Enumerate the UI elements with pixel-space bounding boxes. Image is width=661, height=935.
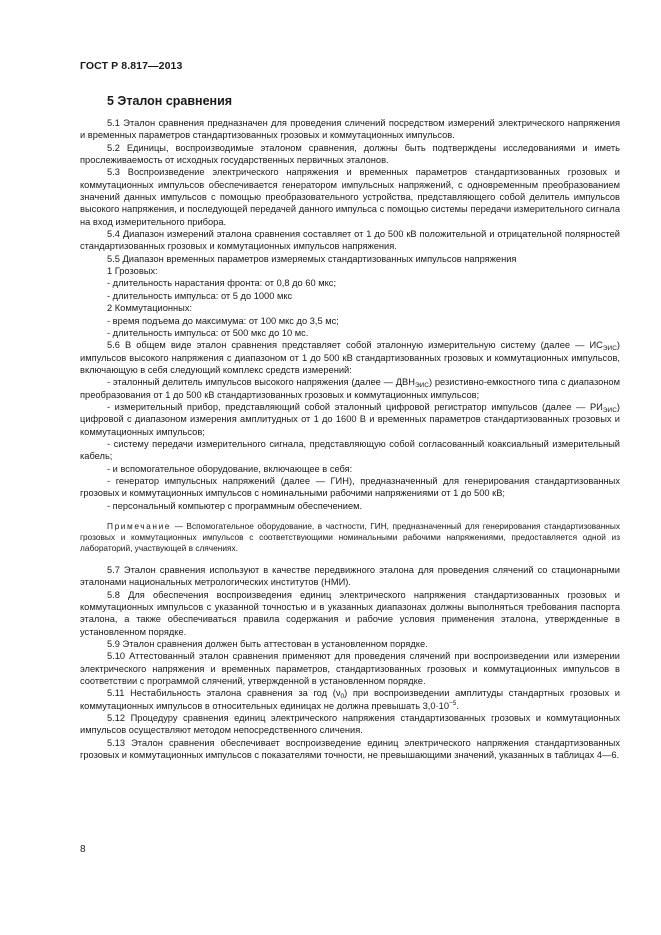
list-item: - систему передачи измерительного сигнала, представляющую собой согласованный коаксиальный измерительный кабель;: [80, 438, 620, 462]
text-span: ) при воспроизведении амплитуды стандартных грозовых и коммутационных импульсов в относительных единицах не должна превышать 3,0·10: [80, 688, 620, 711]
subscript: ЭИС: [602, 345, 617, 353]
paragraph-5-12: 5.12 Процедуру сравнения единиц электрического напряжения стандартизованных грозовых и коммутационных импульсов осуществляют методом непосредственного сличения.: [80, 713, 620, 736]
list-item: - генератор импульсных напряжений (далее — ГИН), предназначенный для генерирования стандартизованных грозовых и коммутационных импульсов с номинальными рабочими напряжениями от 1 до 500 кВ;: [80, 475, 620, 499]
paragraph-5-10: 5.10 Аттестованный эталон сравнения применяют для проведения слячений при воспроизведении или измерении электрического напряжения и временных параметров, стандартизованных грозовых и коммутационных импульсов в соответствии с программой слячений, утвержденной в установленном порядке.: [80, 651, 620, 687]
list-item: 1 Грозовых:: [107, 266, 158, 277]
paragraph-5-7: 5.7 Эталон сравнения используют в качестве передвижного эталона для проведения слячений со стационарными эталонами национальных метрологических институтов (НМИ).: [80, 565, 620, 588]
paragraph-5-5: 5.5 Диапазон временных параметров измеряемых стандартизованных импульсов напряжения: [107, 253, 517, 264]
document-body: [80, 117, 620, 762]
list-item: 2 Коммутационных:: [107, 303, 193, 314]
section-title: 5 Эталон сравнения: [107, 94, 233, 108]
paragraph-5-2: 5.2 Единицы, воспроизводимые эталоном сравнения, должны быть подтверждены исследованиями и иметь прослеживаемость от исходных государственных первичных эталонов.: [80, 142, 620, 166]
paragraph-5-1: 5.1 Эталон сравнения предназначен для проведения сличений посредством измерений электрического напряжения и временных параметров стандартизованных грозовых и коммутационных импульсов.: [80, 118, 620, 141]
paragraph-5-3: 5.3 Воспроизведение электрического напряжения и временных параметров стандартизованных грозовых и коммутационных импульсов обеспечивается генератором импульсных напряжений, с одновременным преобразованием значений данных импульсов с помощью преобразовательного устройства, представляющего собой делитель импульсов высокого напряжения, и последующей передачей данного импульса с помощью системы передачи измерительного сигнала на вход измерительного прибора.: [80, 167, 620, 227]
text-span: ) резистивно-емкостного типа с диапазоном преобразования от 1 до 500 кВ стандартизованных грозовых и коммутационных импульсов;: [80, 377, 620, 400]
list-item: - время подъема до максимума: от 100 мкс до 3,5 мс;: [107, 315, 339, 326]
subscript: ЭИС: [602, 406, 617, 414]
page-number: 8: [80, 844, 86, 855]
text-span: ) импульсов высокого напряжения с диапазоном от 1 до 500 кВ стандартизованных грозовых и коммутационных импульсов, включающую в себя следующий комплекс средств измерений:: [80, 340, 620, 375]
paragraph-5-13: 5.13 Эталон сравнения обеспечивает воспроизведение единиц электрического напряжения стандартизованных грозовых и коммутационных импульсов с показателями точности, не превышающими значений, указанных в таблицах 4—6.: [80, 737, 620, 761]
note-label: Примечание: [107, 521, 172, 531]
note: [80, 521, 620, 554]
document-header: ГОСТ Р 8.817—2013: [80, 60, 183, 72]
paragraph-5-6: [80, 339, 620, 376]
list-item: - и вспомогательное оборудование, включающее в себя:: [107, 463, 353, 474]
subscript: ЭИС: [414, 382, 429, 390]
list-item: - длительность импульса: от 5 до 1000 мкс: [107, 290, 293, 301]
text-span: .: [456, 700, 460, 711]
text-span: ) цифровой с диапазоном измерения амплитудных от 1 до 1600 В и временных параметров стандартизованных грозовых и коммутационных импульсов;: [80, 401, 620, 437]
note-text: — Вспомогательное оборудование, в частности, ГИН, предназначенный для генерирования стандартизованных грозовых и коммутационных импульсов с соответствующими номинальными рабочими напряжениями, предоставляется одной из лабораторий, участвующей в слячениях.: [80, 521, 620, 553]
list-item: [80, 376, 620, 401]
list-item: [80, 401, 620, 438]
list-item: - персональный компьютер с программным обеспечением.: [107, 500, 363, 511]
text-span: 5.11 Нестабильность эталона сравнения за год (ν: [107, 688, 341, 699]
paragraph-5-11: [80, 687, 620, 712]
text-span: 5.6 В общем виде эталон сравнения представляет собой эталонную измерительную систему (далее — ИС: [107, 340, 603, 351]
list-item: - длительность импульса: от 500 мкс до 10 мс.: [107, 327, 309, 338]
paragraph-5-9: 5.9 Эталон сравнения должен быть аттестован в установленном порядке.: [107, 639, 428, 650]
subscript: 0: [340, 693, 345, 701]
text-span: - эталонный делитель импульсов высокого напряжения (далее — ДВН: [107, 377, 415, 388]
paragraph-5-8: 5.8 Для обеспечения воспроизведения единиц электрического напряжения стандартизованных грозовых и коммутационных импульсов с указанной точностью и в указанных диапазонах должны выполняться требования паспорта эталона, а также обеспечиваться правила содержания и рабочие условия применения эталона, утвержденные в установленном порядке.: [80, 589, 620, 637]
list-item: - длительность нарастания фронта: от 0,8 до 60 мкс;: [107, 278, 337, 289]
text-span: - измерительный прибор, представляющий собой эталонный цифровой регистратор импульсов (далее — РИ: [107, 401, 603, 412]
superscript: −5: [449, 699, 457, 707]
paragraph-5-4: 5.4 Диапазон измерений эталона сравнения составляет от 1 до 500 кВ положительной и отрицательной полярностей стандартизованных грозовых и коммутационных импульсов напряжения.: [80, 229, 620, 252]
